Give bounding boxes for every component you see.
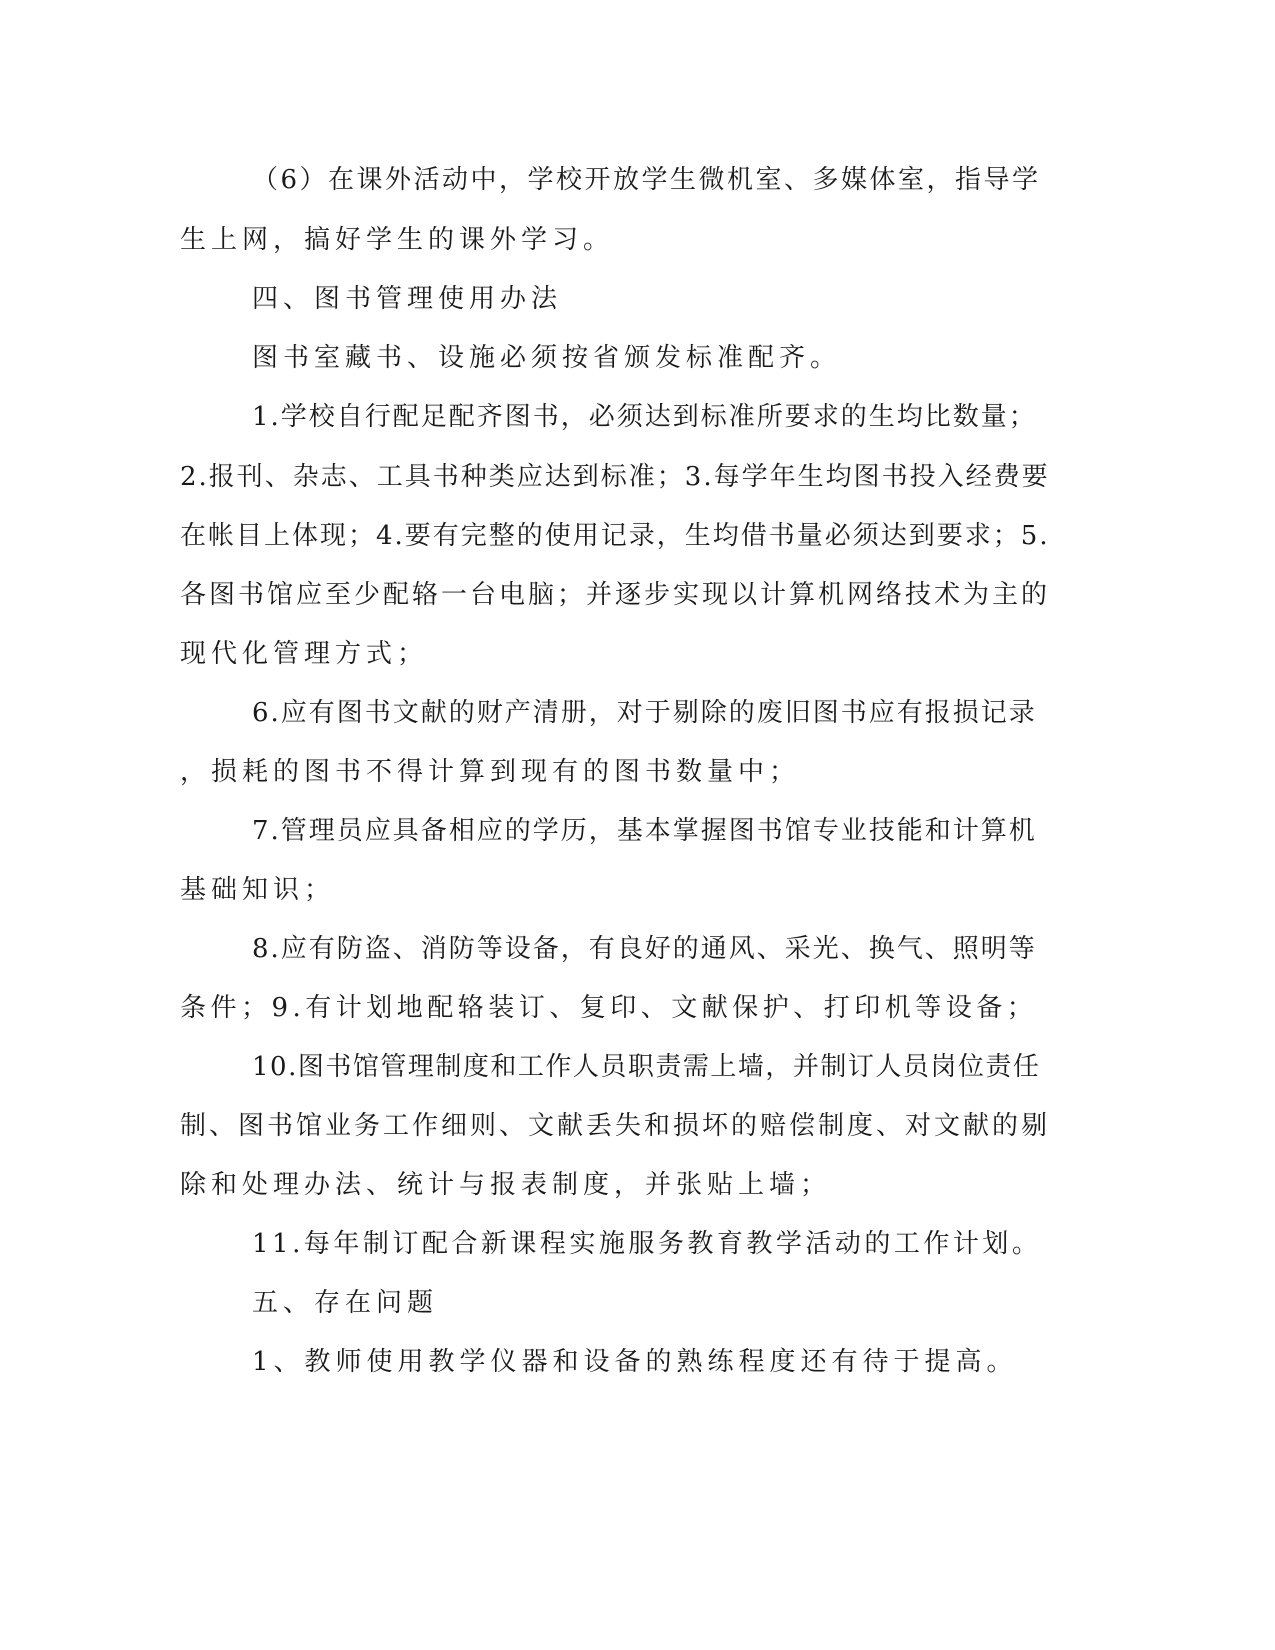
paragraph-6-line-1: （6）在课外活动中，学校开放学生微机室、多媒体室，指导学: [252, 165, 1041, 195]
items-2-3-line: 2.报刊、杂志、工具书种类应达到标准；3.每学年生均图书投入经费要: [180, 462, 1050, 492]
problem-1-line: 1、教师使用教学仪器和设备的熟练程度还有待于提高。: [252, 1347, 1018, 1377]
item-6-line-1: 6.应有图书文献的财产清册，对于剔除的废旧图书应有报损记录: [252, 698, 1037, 728]
item-8-line-1: 8.应有防盗、消防等设备，有良好的通风、采光、换气、照明等: [252, 934, 1037, 964]
item-1-line: 1.学校自行配足配齐图书，必须达到标准所要求的生均比数量；: [252, 402, 1037, 432]
items-4-5-line: 在帐目上体现；4.要有完整的使用记录，生均借书量必须达到要求；5.: [180, 521, 1050, 551]
section-4-heading: 四、图书管理使用办法: [252, 284, 563, 314]
item-10-line-2: 制、图书馆业务工作细则、文献丢失和损坏的赔偿制度、对文献的剔: [180, 1111, 1051, 1141]
item-10-line-3: 除和处理办法、统计与报表制度，并张贴上墙；: [180, 1170, 832, 1200]
item-7-line-2: 基础知识；: [180, 875, 336, 905]
item-10-line-1: 10.图书馆管理制度和工作人员职责需上墙，并制订人员岗位责任: [252, 1052, 1041, 1082]
section-5-heading: 五、存在问题: [252, 1288, 439, 1318]
item-11-line: 11.每年制订配合新课程实施服务教育教学活动的工作计划。: [252, 1229, 1042, 1259]
library-intro-line: 图书室藏书、设施必须按省颁发标准配齐。: [252, 343, 842, 373]
paragraph-6-line-2: 生上网，搞好学生的课外学习。: [180, 225, 615, 255]
item-5-continued-line: 各图书馆应至少配辂一台电脑；并逐步实现以计算机网络技术为主的: [180, 580, 1051, 610]
item-5-end-line: 现代化管理方式；: [180, 639, 429, 669]
items-8-9-line: 条件；9.有计划地配辂装订、复印、文献保护、打印机等设备；: [180, 993, 1038, 1023]
item-7-line-1: 7.管理员应具备相应的学历，基本掌握图书馆专业技能和计算机: [252, 816, 1037, 846]
item-6-line-2: ，损耗的图书不得计算到现有的图书数量中；: [180, 757, 801, 787]
